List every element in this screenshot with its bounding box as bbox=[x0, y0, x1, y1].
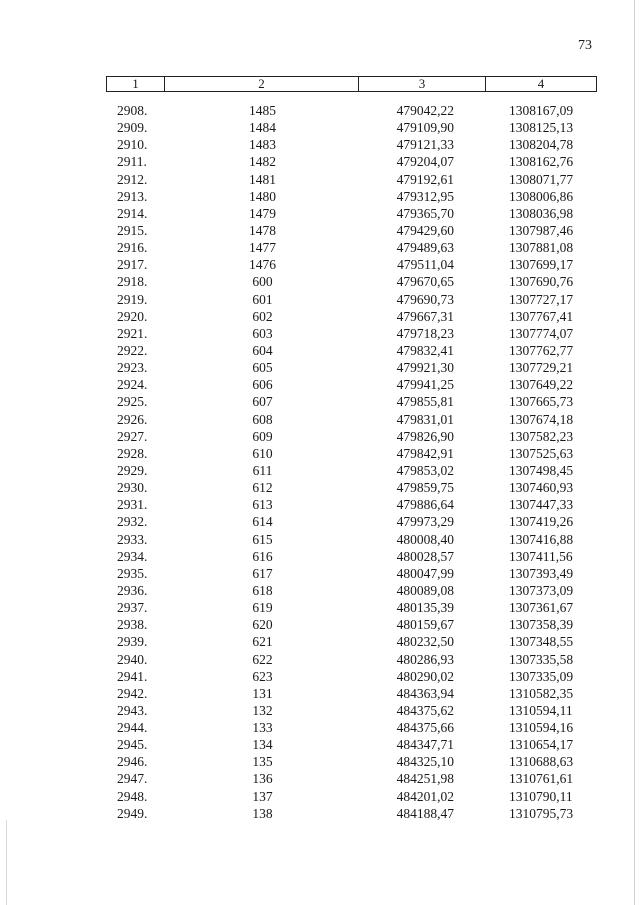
row-index-cell: 2944. bbox=[117, 720, 148, 736]
table-row bbox=[0, 325, 640, 342]
coordinate-y-cell: 1307416,88 bbox=[509, 531, 574, 547]
coordinate-y-cell: 1307373,09 bbox=[509, 582, 574, 598]
coordinate-y-cell: 1310654,17 bbox=[509, 737, 574, 753]
table-row bbox=[0, 513, 640, 530]
coordinate-y-cell: 1307582,23 bbox=[509, 428, 574, 444]
coordinate-y-cell: 1310594,16 bbox=[509, 720, 574, 736]
coordinate-x-cell: 484363,94 bbox=[396, 685, 454, 701]
table-row bbox=[0, 205, 640, 222]
point-number-cell: 1482 bbox=[249, 154, 276, 170]
coordinate-x-cell: 479859,75 bbox=[396, 480, 454, 496]
table-header bbox=[106, 76, 597, 92]
table-row bbox=[0, 548, 640, 565]
point-number-cell: 137 bbox=[252, 788, 273, 804]
coordinate-x-cell: 479832,41 bbox=[396, 342, 454, 358]
point-number-cell: 614 bbox=[252, 514, 273, 530]
point-number-cell: 606 bbox=[252, 377, 273, 393]
coordinate-x-cell: 479429,60 bbox=[396, 222, 454, 238]
table-row bbox=[0, 239, 640, 256]
row-index-cell: 2921. bbox=[117, 325, 148, 341]
coordinate-y-cell: 1307361,67 bbox=[509, 600, 574, 616]
row-index-cell: 2912. bbox=[117, 171, 148, 187]
coordinate-y-cell: 1307498,45 bbox=[509, 462, 574, 478]
coordinate-x-cell: 479718,23 bbox=[396, 325, 454, 341]
table-row bbox=[0, 411, 640, 428]
table-row bbox=[0, 496, 640, 513]
coordinate-x-cell: 480286,93 bbox=[396, 651, 454, 667]
coordinate-y-cell: 1307674,18 bbox=[509, 411, 574, 427]
coordinate-x-cell: 479831,01 bbox=[396, 411, 454, 427]
row-index-cell: 2920. bbox=[117, 308, 148, 324]
row-index-cell: 2942. bbox=[117, 685, 148, 701]
table-row bbox=[0, 685, 640, 702]
point-number-cell: 617 bbox=[252, 565, 273, 581]
coordinate-y-cell: 1307525,63 bbox=[509, 445, 574, 461]
row-index-cell: 2930. bbox=[117, 480, 148, 496]
table-row bbox=[0, 531, 640, 548]
coordinate-y-cell: 1308167,09 bbox=[509, 103, 574, 118]
header-cell-1: 1 bbox=[107, 77, 165, 91]
row-index-cell: 2949. bbox=[117, 805, 148, 821]
point-number-cell: 1485 bbox=[249, 103, 276, 118]
coordinate-x-cell: 479941,25 bbox=[396, 377, 454, 393]
coordinate-x-cell: 480047,99 bbox=[396, 565, 454, 581]
coordinate-y-cell: 1307335,09 bbox=[509, 668, 574, 684]
row-index-cell: 2916. bbox=[117, 240, 148, 256]
row-index-cell: 2918. bbox=[117, 274, 148, 290]
table-row bbox=[0, 736, 640, 753]
row-index-cell: 2914. bbox=[117, 205, 148, 221]
coordinate-y-cell: 1310582,35 bbox=[509, 685, 574, 701]
table-row bbox=[0, 805, 640, 822]
coordinate-x-cell: 479670,65 bbox=[396, 274, 454, 290]
table-row bbox=[0, 770, 640, 787]
point-number-cell: 1484 bbox=[249, 120, 276, 136]
page-number: 73 bbox=[578, 38, 592, 53]
coordinate-y-cell: 1307881,08 bbox=[509, 240, 574, 256]
table-body bbox=[0, 102, 640, 822]
coordinate-y-cell: 1307665,73 bbox=[509, 394, 574, 410]
coordinate-x-cell: 480135,39 bbox=[396, 600, 454, 616]
coordinate-y-cell: 1307762,77 bbox=[509, 342, 574, 358]
row-index-cell: 2909. bbox=[117, 120, 148, 136]
coordinate-y-cell: 1310790,11 bbox=[509, 788, 573, 804]
table-row bbox=[0, 136, 640, 153]
point-number-cell: 1476 bbox=[249, 257, 276, 273]
table-row bbox=[0, 308, 640, 325]
row-index-cell: 2917. bbox=[117, 257, 148, 273]
table-row bbox=[0, 153, 640, 170]
table-row bbox=[0, 702, 640, 719]
row-index-cell: 2926. bbox=[117, 411, 148, 427]
coordinate-y-cell: 1307690,76 bbox=[509, 274, 574, 290]
coordinate-x-cell: 479489,63 bbox=[396, 240, 454, 256]
table-row bbox=[0, 222, 640, 239]
coordinate-x-cell: 479109,90 bbox=[396, 120, 454, 136]
row-index-cell: 2943. bbox=[117, 702, 148, 718]
table-row bbox=[0, 188, 640, 205]
coordinate-x-cell: 479667,31 bbox=[396, 308, 454, 324]
coordinate-y-cell: 1307767,41 bbox=[509, 308, 574, 324]
row-index-cell: 2915. bbox=[117, 222, 148, 238]
row-index-cell: 2939. bbox=[117, 634, 148, 650]
coordinate-y-cell: 1310795,73 bbox=[509, 805, 574, 821]
point-number-cell: 133 bbox=[252, 720, 273, 736]
row-index-cell: 2928. bbox=[117, 445, 148, 461]
point-number-cell: 608 bbox=[252, 411, 273, 427]
coordinate-y-cell: 1307419,26 bbox=[509, 514, 574, 530]
table-row bbox=[0, 788, 640, 805]
row-index-cell: 2941. bbox=[117, 668, 148, 684]
point-number-cell: 1479 bbox=[249, 205, 276, 221]
point-number-cell: 619 bbox=[252, 600, 273, 616]
row-index-cell: 2923. bbox=[117, 360, 148, 376]
point-number-cell: 1481 bbox=[249, 171, 276, 187]
row-index-cell: 2933. bbox=[117, 531, 148, 547]
table-row bbox=[0, 651, 640, 668]
coordinate-x-cell: 479121,33 bbox=[396, 137, 454, 153]
point-number-cell: 1477 bbox=[249, 240, 276, 256]
coordinate-y-cell: 1308036,98 bbox=[509, 205, 574, 221]
coordinate-y-cell: 1307348,55 bbox=[509, 634, 574, 650]
coordinate-y-cell: 1310761,61 bbox=[509, 771, 574, 787]
table-row bbox=[0, 445, 640, 462]
coordinate-y-cell: 1308125,13 bbox=[509, 120, 574, 136]
coordinate-x-cell: 479365,70 bbox=[396, 205, 454, 221]
table-row bbox=[0, 582, 640, 599]
table-row bbox=[0, 273, 640, 290]
coordinate-x-cell: 479204,07 bbox=[396, 154, 454, 170]
row-index-cell: 2938. bbox=[117, 617, 148, 633]
table-row bbox=[0, 668, 640, 685]
row-index-cell: 2935. bbox=[117, 565, 148, 581]
point-number-cell: 1480 bbox=[249, 188, 276, 204]
coordinate-x-cell: 480089,08 bbox=[396, 582, 454, 598]
row-index-cell: 2940. bbox=[117, 651, 148, 667]
row-index-cell: 2947. bbox=[117, 771, 148, 787]
table-row bbox=[0, 342, 640, 359]
row-index-cell: 2919. bbox=[117, 291, 148, 307]
point-number-cell: 611 bbox=[252, 462, 273, 478]
point-number-cell: 136 bbox=[252, 771, 273, 787]
coordinate-x-cell: 480008,40 bbox=[396, 531, 454, 547]
coordinate-y-cell: 1307774,07 bbox=[509, 325, 574, 341]
row-index-cell: 2948. bbox=[117, 788, 148, 804]
coordinate-y-cell: 1310594,11 bbox=[509, 702, 573, 718]
table-row bbox=[0, 376, 640, 393]
point-number-cell: 605 bbox=[252, 360, 273, 376]
coordinate-y-cell: 1307447,33 bbox=[509, 497, 574, 513]
point-number-cell: 1478 bbox=[249, 222, 276, 238]
row-index-cell: 2946. bbox=[117, 754, 148, 770]
table-row bbox=[0, 256, 640, 273]
row-index-cell: 2929. bbox=[117, 462, 148, 478]
coordinate-x-cell: 479921,30 bbox=[396, 360, 454, 376]
coordinate-x-cell: 479826,90 bbox=[396, 428, 454, 444]
point-number-cell: 131 bbox=[252, 685, 273, 701]
point-number-cell: 618 bbox=[252, 582, 273, 598]
point-number-cell: 621 bbox=[252, 634, 273, 650]
coordinate-x-cell: 480159,67 bbox=[396, 617, 454, 633]
point-number-cell: 602 bbox=[252, 308, 273, 324]
coordinate-y-cell: 1308071,77 bbox=[509, 171, 574, 187]
table-row bbox=[0, 359, 640, 376]
coordinate-x-cell: 479192,61 bbox=[396, 171, 454, 187]
table-row bbox=[0, 616, 640, 633]
point-number-cell: 623 bbox=[252, 668, 273, 684]
header-cell-4: 4 bbox=[537, 76, 545, 91]
row-index-cell: 2937. bbox=[117, 600, 148, 616]
coordinate-x-cell: 480232,50 bbox=[396, 634, 454, 650]
coordinate-x-cell: 479690,73 bbox=[396, 291, 454, 307]
row-index-cell: 2927. bbox=[117, 428, 148, 444]
table-row bbox=[0, 462, 640, 479]
table-row bbox=[0, 171, 640, 188]
table-row bbox=[0, 119, 640, 136]
coordinate-x-cell: 479312,95 bbox=[396, 188, 454, 204]
page-edge-line bbox=[6, 820, 7, 905]
row-index-cell: 2922. bbox=[117, 342, 148, 358]
table-row bbox=[0, 599, 640, 616]
table-row bbox=[0, 753, 640, 770]
point-number-cell: 620 bbox=[252, 617, 273, 633]
coordinate-x-cell: 484375,66 bbox=[396, 720, 454, 736]
point-number-cell: 609 bbox=[252, 428, 273, 444]
table-row bbox=[0, 428, 640, 445]
coordinate-x-cell: 484325,10 bbox=[396, 754, 454, 770]
table-row bbox=[0, 633, 640, 650]
coordinate-x-cell: 479886,64 bbox=[396, 497, 454, 513]
point-number-cell: 134 bbox=[252, 737, 273, 753]
point-number-cell: 612 bbox=[252, 480, 273, 496]
coordinate-y-cell: 1308006,86 bbox=[509, 188, 574, 204]
table-row bbox=[0, 102, 640, 119]
row-index-cell: 2908. bbox=[117, 103, 148, 118]
row-index-cell: 2924. bbox=[117, 377, 148, 393]
point-number-cell: 601 bbox=[252, 291, 273, 307]
row-index-cell: 2934. bbox=[117, 548, 148, 564]
coordinate-y-cell: 1307460,93 bbox=[509, 480, 574, 496]
row-index-cell: 2945. bbox=[117, 737, 148, 753]
coordinate-x-cell: 484201,02 bbox=[396, 788, 454, 804]
coordinate-x-cell: 479511,04 bbox=[397, 257, 454, 273]
coordinate-y-cell: 1307411,56 bbox=[509, 548, 573, 564]
row-index-cell: 2932. bbox=[117, 514, 148, 530]
coordinate-y-cell: 1307987,46 bbox=[509, 222, 574, 238]
row-index-cell: 2936. bbox=[117, 582, 148, 598]
coordinate-y-cell: 1307729,21 bbox=[509, 360, 574, 376]
coordinate-x-cell: 480290,02 bbox=[396, 668, 454, 684]
coordinate-y-cell: 1307393,49 bbox=[509, 565, 574, 581]
header-cell-2: 2 bbox=[165, 77, 359, 91]
coordinate-x-cell: 484251,98 bbox=[396, 771, 454, 787]
coordinate-x-cell: 480028,57 bbox=[396, 548, 454, 564]
point-number-cell: 135 bbox=[252, 754, 273, 770]
row-index-cell: 2911. bbox=[117, 154, 147, 170]
coordinate-y-cell: 1310688,63 bbox=[509, 754, 574, 770]
point-number-cell: 132 bbox=[252, 702, 273, 718]
coordinate-y-cell: 1307358,39 bbox=[509, 617, 574, 633]
coordinate-y-cell: 1307727,17 bbox=[509, 291, 574, 307]
point-number-cell: 138 bbox=[252, 805, 273, 821]
coordinate-x-cell: 479042,22 bbox=[396, 103, 454, 118]
row-index-cell: 2910. bbox=[117, 137, 148, 153]
row-index-cell: 2925. bbox=[117, 394, 148, 410]
table-row bbox=[0, 565, 640, 582]
table-row bbox=[0, 719, 640, 736]
row-index-cell: 2913. bbox=[117, 188, 148, 204]
point-number-cell: 607 bbox=[252, 394, 273, 410]
row-index-cell: 2931. bbox=[117, 497, 148, 513]
point-number-cell: 616 bbox=[252, 548, 273, 564]
coordinate-y-cell: 1307649,22 bbox=[509, 377, 574, 393]
point-number-cell: 604 bbox=[252, 342, 273, 358]
point-number-cell: 613 bbox=[252, 497, 273, 513]
coordinate-x-cell: 484347,71 bbox=[396, 737, 454, 753]
coordinate-x-cell: 484188,47 bbox=[396, 805, 454, 821]
coordinate-x-cell: 479855,81 bbox=[396, 394, 454, 410]
coordinate-x-cell: 484375,62 bbox=[396, 702, 454, 718]
table-row bbox=[0, 393, 640, 410]
point-number-cell: 610 bbox=[252, 445, 273, 461]
point-number-cell: 600 bbox=[252, 274, 273, 290]
table-row bbox=[0, 291, 640, 308]
table-row bbox=[0, 479, 640, 496]
point-number-cell: 615 bbox=[252, 531, 273, 547]
coordinate-x-cell: 479842,91 bbox=[396, 445, 454, 461]
point-number-cell: 1483 bbox=[249, 137, 276, 153]
header-cell-3: 3 bbox=[359, 77, 486, 91]
coordinate-y-cell: 1308204,78 bbox=[509, 137, 574, 153]
coordinate-x-cell: 479853,02 bbox=[396, 462, 454, 478]
point-number-cell: 603 bbox=[252, 325, 273, 341]
coordinate-y-cell: 1307335,58 bbox=[509, 651, 574, 667]
coordinate-y-cell: 1307699,17 bbox=[509, 257, 574, 273]
coordinate-y-cell: 1308162,76 bbox=[509, 154, 574, 170]
point-number-cell: 622 bbox=[252, 651, 273, 667]
coordinate-x-cell: 479973,29 bbox=[396, 514, 454, 530]
